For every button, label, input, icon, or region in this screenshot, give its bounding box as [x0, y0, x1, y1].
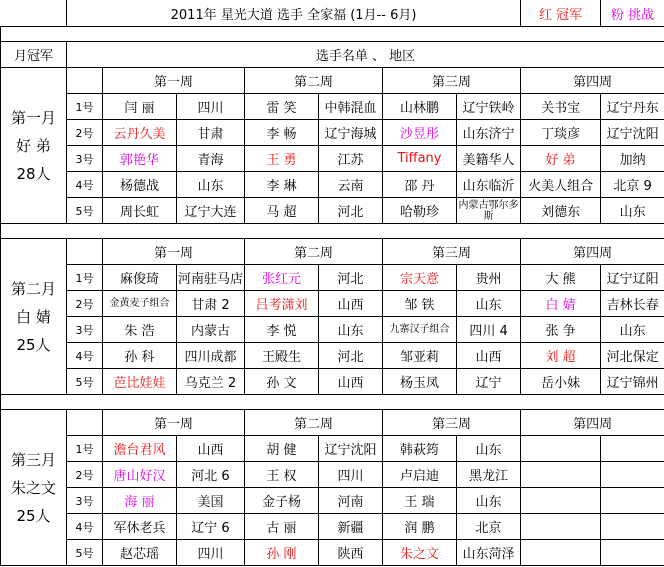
week-header-spacer [67, 68, 103, 94]
month-count: 28人 [16, 164, 51, 183]
month-month: 第二月 [10, 279, 56, 298]
contestant-region: 青海 [177, 146, 245, 172]
contestant-region: 辽宁锦州 [601, 369, 664, 395]
contestant-name: 杨德战 [103, 172, 177, 198]
contestant-name: 李 琳 [245, 172, 319, 198]
contestant-region: 山东 [457, 436, 521, 462]
contestant-name: 沙昱彤 [383, 120, 457, 146]
month-champion-cell [1, 410, 67, 566]
contestant-region: 辽宁 6 [177, 514, 245, 540]
legend-pink: 粉 挑战 [601, 0, 664, 27]
contestant-name: 大 熊 [521, 265, 601, 291]
contestant-name: 闫 丽 [103, 94, 177, 120]
legend-red: 红 冠军 [521, 0, 601, 27]
contestant-region: 山东 [601, 198, 664, 224]
contestant-name [521, 462, 601, 488]
spacer-row [1, 27, 664, 42]
contestant-name: 岳小妹 [521, 369, 601, 395]
contestant-number: 3号 [67, 488, 103, 514]
week-header-spacer [67, 239, 103, 265]
contestant-row [1, 317, 664, 343]
contestant-name: 王 瑞 [383, 488, 457, 514]
contestant-name: 马 超 [245, 198, 319, 224]
contestant-region: 四川 4 [457, 317, 521, 343]
page-title: 2011年 星光大道 选手 全家福 (1月-- 6月) [67, 0, 521, 27]
contestant-region: 美籍华人 [457, 146, 521, 172]
contestant-name: 胡 健 [245, 436, 319, 462]
contestant-region: 江苏 [319, 146, 383, 172]
contestant-region: 辽宁海城 [319, 120, 383, 146]
contestant-row [1, 343, 664, 369]
contestant-name: 火美人组合 [521, 172, 601, 198]
contestant-name: 卢启迪 [383, 462, 457, 488]
contestant-name: 邹 铁 [383, 291, 457, 317]
contestant-name: 杨玉凤 [383, 369, 457, 395]
contestant-name [521, 436, 601, 462]
contestant-name: 润 鹏 [383, 514, 457, 540]
contestant-name: 王 勇 [245, 146, 319, 172]
month-champion-header: 月冠军 [1, 42, 67, 68]
contestant-region: 辽宁沈阳 [319, 436, 383, 462]
week-header: 第四周 [521, 239, 664, 265]
contestant-region [601, 514, 664, 540]
contestant-name: 张 争 [521, 317, 601, 343]
contestant-region: 新疆 [319, 514, 383, 540]
month-champion: 白 婧 [16, 307, 51, 326]
contestant-region: 山东临沂 [457, 172, 521, 198]
contestant-name: 古 丽 [245, 514, 319, 540]
month-champion: 朱之文 [10, 478, 56, 497]
contestant-row [1, 436, 664, 462]
contestant-region: 山西 [457, 343, 521, 369]
spacer-row [1, 224, 664, 239]
week-header: 第四周 [521, 68, 664, 94]
contestant-name: 关书宝 [521, 94, 601, 120]
contestant-name: 军休老兵 [103, 514, 177, 540]
contestant-name: 金子杨 [245, 488, 319, 514]
contestant-row [1, 198, 664, 224]
contestant-row [1, 146, 664, 172]
contestant-region: 河北 6 [177, 462, 245, 488]
contestant-name: 好 弟 [521, 146, 601, 172]
contestant-region: 辽宁铁岭 [457, 94, 521, 120]
week-header: 第一周 [103, 410, 245, 436]
contestant-name: 哈勒珍 [383, 198, 457, 224]
header-row [1, 42, 664, 68]
contestant-name: 宗天意 [383, 265, 457, 291]
contestant-name: 王殿生 [245, 343, 319, 369]
contestant-region: 山西 [319, 291, 383, 317]
contestant-region: 辽宁辽阳 [601, 265, 664, 291]
contestant-row [1, 514, 664, 540]
contestant-name: 郭艳华 [103, 146, 177, 172]
contestant-name: 李 畅 [245, 120, 319, 146]
contestant-name: 唐山好汉 [103, 462, 177, 488]
contestant-region: 山西 [177, 436, 245, 462]
contestant-name: 丁琰彦 [521, 120, 601, 146]
contestant-name: 吕考潇刘 [245, 291, 319, 317]
contestant-region [601, 488, 664, 514]
contestant-region: 乌克兰 2 [177, 369, 245, 395]
week-header: 第三周 [383, 68, 521, 94]
month-champion: 好 弟 [16, 136, 51, 155]
contestant-region: 山东菏泽 [457, 540, 521, 566]
contestant-name: 王 权 [245, 462, 319, 488]
contestant-region: 山东 [319, 317, 383, 343]
contestant-region: 北京 9 [601, 172, 664, 198]
contestant-name: 李 悦 [245, 317, 319, 343]
contestant-number: 1号 [67, 94, 103, 120]
contestant-region: 甘肃 [177, 120, 245, 146]
contestant-region: 山东 [601, 317, 664, 343]
contestant-name: 芭比娃娃 [103, 369, 177, 395]
contestant-region: 加纳 [601, 146, 664, 172]
contestant-region: 河北 [319, 265, 383, 291]
month-champion-cell [1, 239, 67, 395]
contestant-row [1, 94, 664, 120]
contestant-name: 刘德东 [521, 198, 601, 224]
contestant-region: 陕西 [319, 540, 383, 566]
contestant-region: 吉林长春 [601, 291, 664, 317]
contestant-name [521, 540, 601, 566]
contestant-region: 云南 [319, 172, 383, 198]
contestant-region: 四川 [177, 94, 245, 120]
contestant-name: 张红元 [245, 265, 319, 291]
contestant-name [521, 488, 601, 514]
contestant-number: 2号 [67, 120, 103, 146]
spacer-row [1, 395, 664, 410]
contestant-region: 辽宁大连 [177, 198, 245, 224]
contestant-region: 河南 [319, 488, 383, 514]
contestant-number: 4号 [67, 514, 103, 540]
contestant-region: 黑龙江 [457, 462, 521, 488]
week-header-row [1, 239, 664, 265]
contestant-name: 邹亚莉 [383, 343, 457, 369]
contestant-number: 5号 [67, 540, 103, 566]
contestant-name: 雷 笑 [245, 94, 319, 120]
contestant-region: 河南驻马店 [177, 265, 245, 291]
contestant-region: 四川成都 [177, 343, 245, 369]
contestant-region [601, 436, 664, 462]
week-header: 第三周 [383, 239, 521, 265]
contestant-region: 山西 [319, 369, 383, 395]
month-month: 第三月 [10, 450, 56, 469]
contestant-region: 山东 [457, 488, 521, 514]
contestant-number: 3号 [67, 146, 103, 172]
week-header: 第二周 [245, 239, 383, 265]
contestant-name: 周长虹 [103, 198, 177, 224]
week-header: 第一周 [103, 68, 245, 94]
contestant-name: 云丹久美 [103, 120, 177, 146]
contestant-row [1, 462, 664, 488]
week-header: 第二周 [245, 410, 383, 436]
contestant-region: 河北保定 [601, 343, 664, 369]
contestant-region [601, 462, 664, 488]
contestant-name: 孙 科 [103, 343, 177, 369]
contestant-region: 甘肃 2 [177, 291, 245, 317]
contestant-name: 山林鹏 [383, 94, 457, 120]
week-header-row [1, 68, 664, 94]
contestant-region: 山东 [177, 172, 245, 198]
contestant-name: 邵 丹 [383, 172, 457, 198]
contestant-region: 内蒙古鄂尔多斯 [457, 198, 521, 224]
contestant-name: 刘 超 [521, 343, 601, 369]
contestant-region: 辽宁 [457, 369, 521, 395]
contestant-name: 九寨汉子组合 [383, 317, 457, 343]
contestant-row [1, 172, 664, 198]
contestant-region: 美国 [177, 488, 245, 514]
month-count: 25人 [16, 506, 51, 525]
contestant-region: 辽宁丹东 [601, 94, 664, 120]
list-header: 选手名单 、 地区 [67, 42, 664, 68]
contestant-region [601, 540, 664, 566]
contestant-row [1, 488, 664, 514]
contestant-region: 中韩混血 [319, 94, 383, 120]
week-header: 第二周 [245, 68, 383, 94]
contestant-name: 韩萩筠 [383, 436, 457, 462]
contestant-row [1, 120, 664, 146]
contestant-region: 河北 [319, 343, 383, 369]
contestant-row [1, 291, 664, 317]
month-month: 第一月 [10, 108, 56, 127]
contestant-name: 澹台君风 [103, 436, 177, 462]
contestant-name: 金黄麦子组合 [103, 291, 177, 317]
month-champion-cell [1, 68, 67, 224]
contestant-row [1, 369, 664, 395]
title-row [1, 0, 664, 27]
week-header: 第一周 [103, 239, 245, 265]
contestant-name: 赵芯瑶 [103, 540, 177, 566]
contestant-region: 内蒙古 [177, 317, 245, 343]
contestant-number: 1号 [67, 436, 103, 462]
contestant-region: 河北 [319, 198, 383, 224]
contestant-region: 山东济宁 [457, 120, 521, 146]
week-header: 第四周 [521, 410, 664, 436]
contestant-row [1, 265, 664, 291]
contestant-number: 2号 [67, 291, 103, 317]
contestant-region: 四川 [319, 462, 383, 488]
contestant-region: 北京 [457, 514, 521, 540]
contestant-number: 3号 [67, 317, 103, 343]
week-header-spacer [67, 410, 103, 436]
contestant-name: 孙 文 [245, 369, 319, 395]
contestant-name: 麻俊琦 [103, 265, 177, 291]
contestant-name: 孙 刚 [245, 540, 319, 566]
contestant-number: 4号 [67, 343, 103, 369]
contestant-number: 1号 [67, 265, 103, 291]
contestant-number: 5号 [67, 198, 103, 224]
contestant-number: 5号 [67, 369, 103, 395]
contestant-name [521, 514, 601, 540]
contestant-name: Tiffany [383, 146, 457, 172]
contestant-region: 四川 [177, 540, 245, 566]
contestant-region: 贵州 [457, 265, 521, 291]
month-count: 25人 [16, 335, 51, 354]
contestant-region: 山东 [457, 291, 521, 317]
contestant-number: 4号 [67, 172, 103, 198]
contestant-region: 辽宁沈阳 [601, 120, 664, 146]
contestant-row [1, 540, 664, 566]
contestant-name: 朱之文 [383, 540, 457, 566]
contestant-number: 2号 [67, 462, 103, 488]
week-header: 第三周 [383, 410, 521, 436]
week-header-row [1, 410, 664, 436]
contestant-name: 朱 浩 [103, 317, 177, 343]
contestant-name: 白 婧 [521, 291, 601, 317]
contestant-name: 海 丽 [103, 488, 177, 514]
